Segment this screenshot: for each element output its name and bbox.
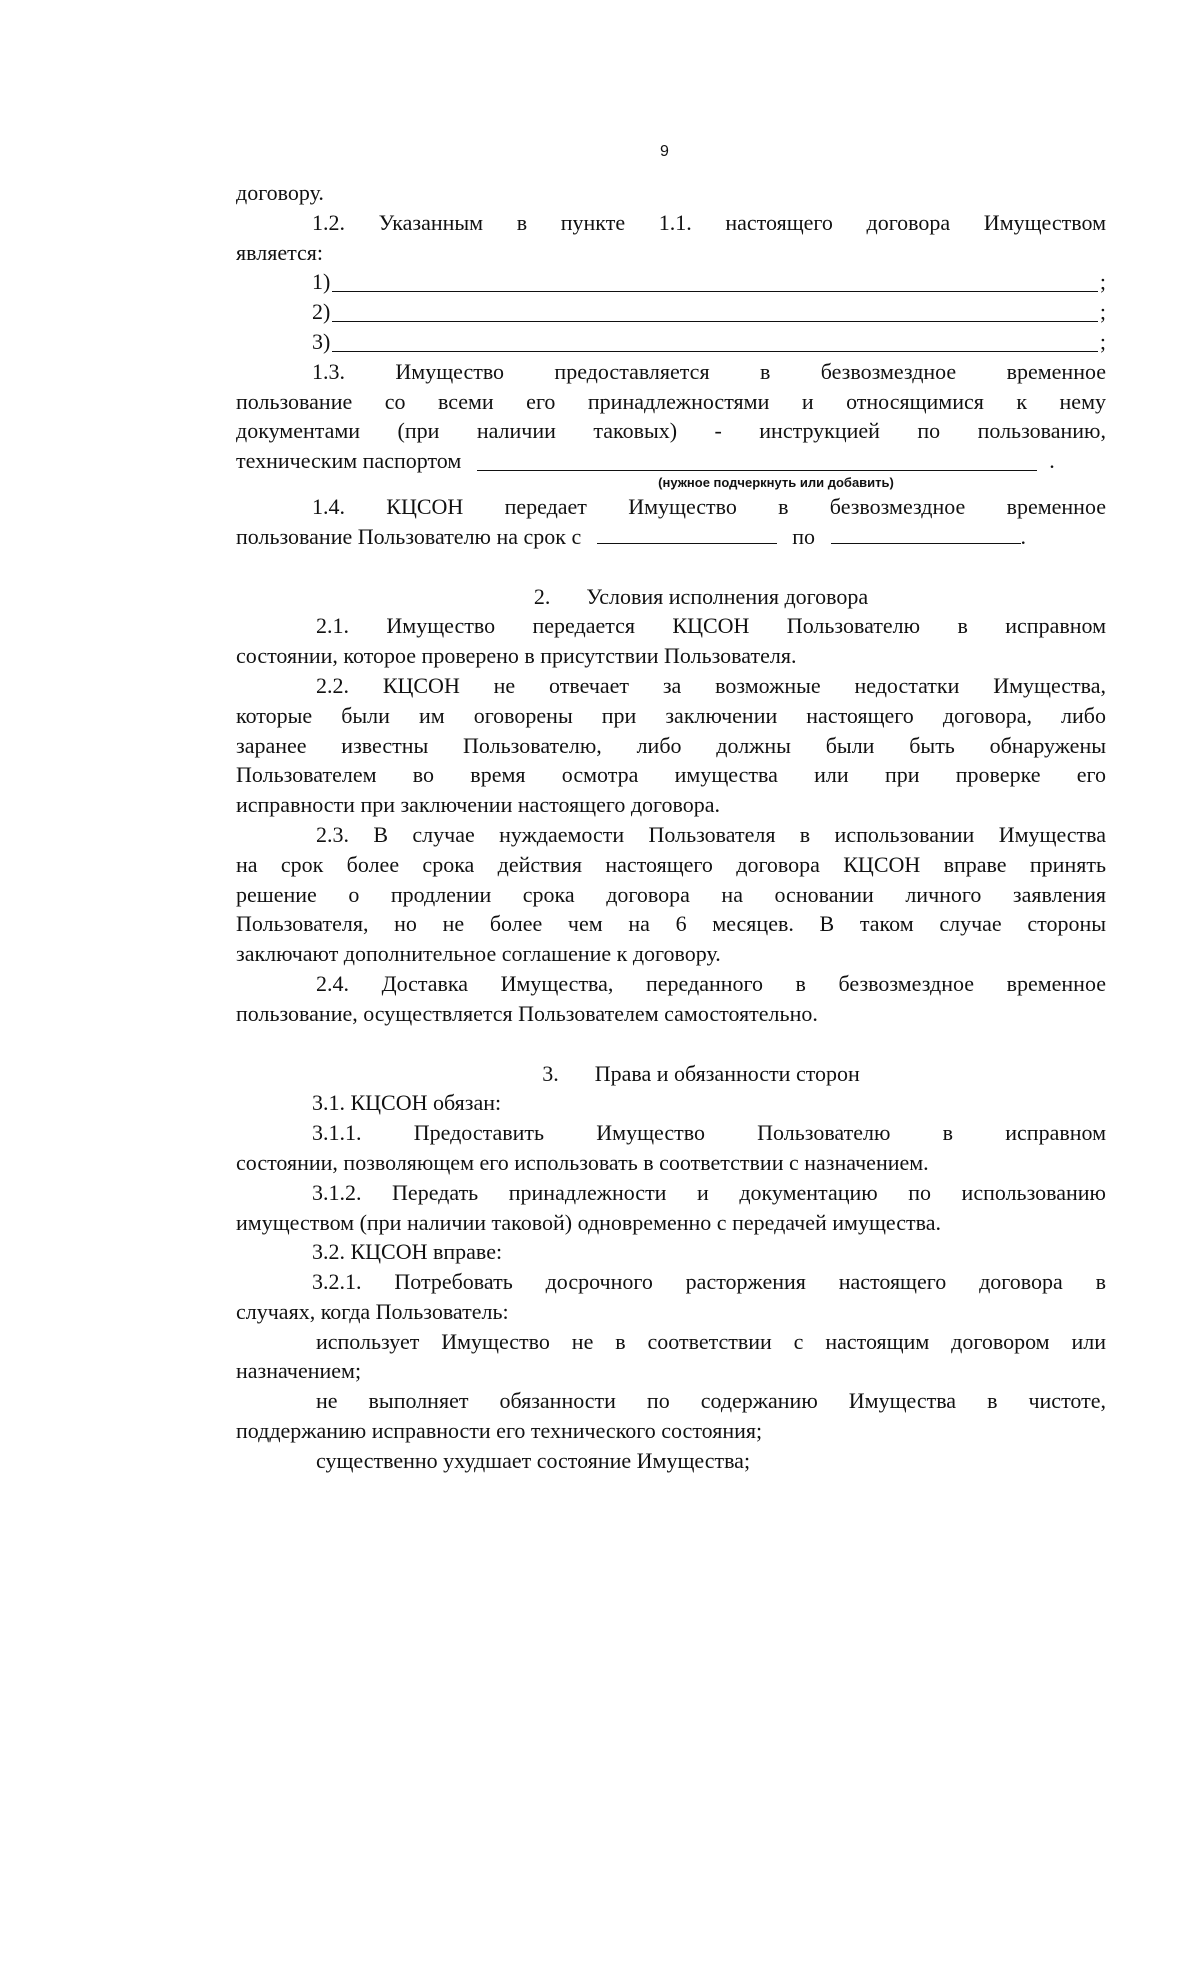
list-item: не выполняет обязанности по содержанию Имущества в чистоте, [316,1388,1106,1414]
text-line: имуществом (при наличии таковой) одновременно с передачей имущества. [236,1209,941,1235]
clause-1-4: 1.4. КЦСОН передает Имущество в безвозмездное временное [312,493,1106,519]
clause-1-3: 1.3. Имущество предоставляется в безвозмездное временное [312,358,1106,384]
clause-1-2: 1.2. Указанным в пункте 1.1. настоящего договора Имуществом [312,209,1106,235]
item-number: 1) [312,269,331,295]
text-line: решение о продлении срока договора на основании личного заявления [236,881,1106,907]
passport-line [236,446,1106,476]
section-number: 3. [542,1060,559,1086]
text-line: пользование, осуществляется Пользователем самостоятельно. [236,1000,818,1026]
text-line: на срок более срока действия настоящего договора КЦСОН вправе принять [236,851,1106,877]
text-line: случаях, когда Пользователь: [236,1298,509,1324]
item-punct: ; [1099,328,1106,354]
clause-3-1: 3.1. КЦСОН обязан: [312,1090,502,1116]
section-title: Права и обязанности сторон [594,1060,860,1086]
fill-in-blank[interactable] [332,301,1098,322]
text-line: техническим паспортом [236,448,462,474]
clause-2-2: 2.2. КЦСОН не отвечает за возможные недостатки Имущества, [316,672,1106,698]
section-2-heading [236,582,1106,612]
text-line: Пользователем во время осмотра имущества или при проверке его [236,762,1106,788]
clause-2-3: 2.3. В случае нуждаемости Пользователя в использовании Имущества [316,821,1106,847]
hint-caption: (нужное подчеркнуть или добавить) [658,474,894,490]
text-line: по [792,523,816,549]
line-punct: . [1020,523,1027,549]
section-title: Условия исполнения договора [586,583,869,609]
text-line: пользование Пользователю на срок с [236,523,582,549]
property-item-3 [236,327,1106,357]
text-line: является: [236,239,323,265]
clause-3-1-2: 3.1.2. Передать принадлежности и документацию по использованию [312,1179,1106,1205]
text-line: пользование со всеми его принадлежностями и относящимися к нему [236,388,1106,414]
text-line: которые были им оговорены при заключении настоящего договора, либо [236,702,1106,728]
fill-in-blank[interactable] [332,331,1098,352]
clause-2-1: 2.1. Имущество передается КЦСОН Пользователю в исправном [316,613,1106,639]
text-line: состоянии, которое проверено в присутствии Пользователя. [236,643,797,669]
item-punct: ; [1099,299,1106,325]
list-item: существенно ухудшает состояние Имущества; [316,1447,751,1473]
text-line: заранее известны Пользователю, либо должны были быть обнаружены [236,732,1106,758]
term-line [236,522,1106,552]
clause-3-2-1: 3.2.1. Потребовать досрочного расторжения настоящего договора в [312,1269,1106,1295]
property-item-1 [236,267,1106,297]
clause-3-1-1: 3.1.1. Предоставить Имущество Пользователю в исправном [312,1120,1106,1146]
property-item-2 [236,297,1106,327]
start-date-blank[interactable] [597,523,777,544]
fill-in-blank[interactable] [332,271,1098,292]
text-line: поддержанию исправности его технического состояния; [236,1418,763,1444]
item-number: 3) [312,328,331,354]
clause-2-4: 2.4. Доставка Имущества, переданного в безвозмездное временное [316,970,1106,996]
text-line: состоянии, позволяющем его использовать в соответствии с назначением. [236,1149,929,1175]
fill-in-blank[interactable] [477,450,1037,471]
end-date-blank[interactable] [831,523,1021,544]
text-line: исправности при заключении настоящего договора. [236,792,721,818]
section-number: 2. [533,583,551,609]
clause-3-2: 3.2. КЦСОН вправе: [312,1239,503,1265]
text-line: заключают дополнительное соглашение к договору. [236,941,721,967]
section-3-heading [236,1059,1106,1089]
item-number: 2) [312,299,331,325]
text-line: документами (при наличии таковых) - инструкцией по пользованию, [236,418,1106,444]
document-body [236,178,1106,1476]
item-punct: ; [1099,269,1106,295]
list-item: использует Имущество не в соответствии с настоящим договором или [316,1328,1106,1354]
text-line: Пользователя, но не более чем на 6 месяцев. В таком случае стороны [236,911,1106,937]
text-line: договору. [236,180,324,205]
line-punct: . [1049,448,1055,474]
page-number: 9 [660,143,669,160]
text-line: назначением; [236,1358,362,1384]
